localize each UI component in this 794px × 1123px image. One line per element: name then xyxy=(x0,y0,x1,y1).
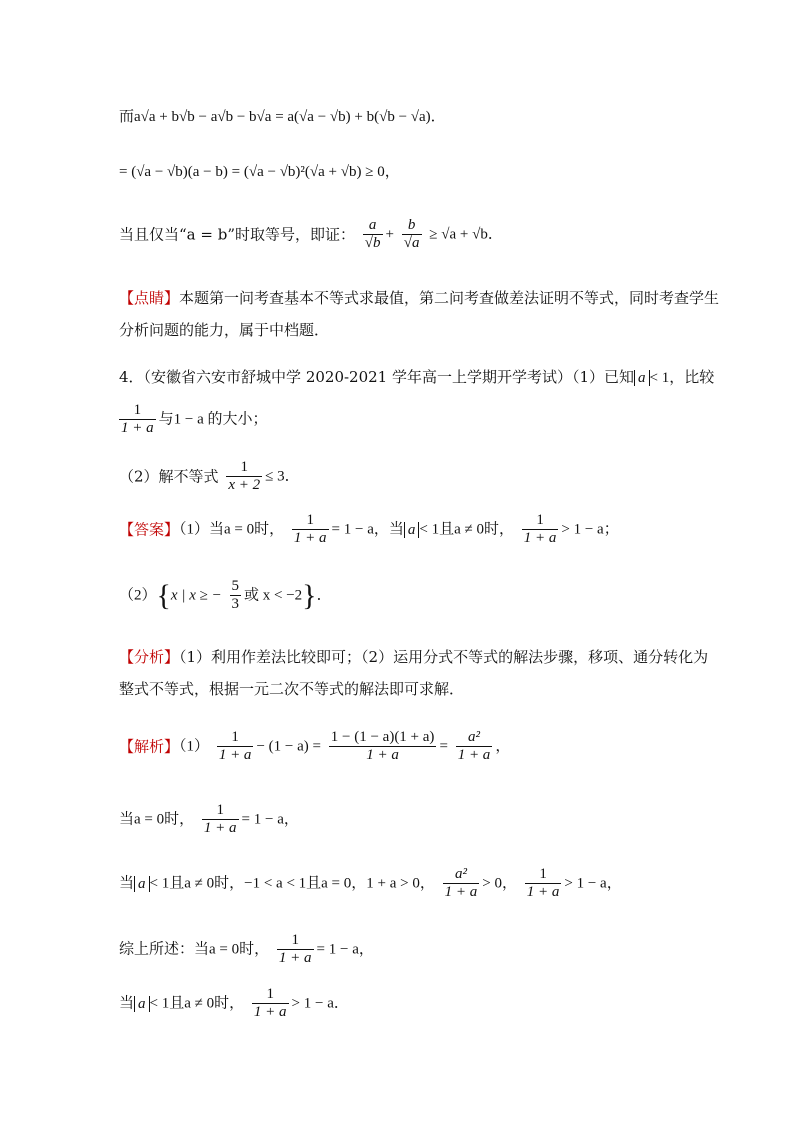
solution-line-1: 【解析】（1） $\frac{1}{1 + a}$ − (1 − a) = $\frac{1 - (1 - a)(1 + a)}{1 + a}$ = $\frac{\text{a²}}{1 + a}$ ， xyxy=(119,729,511,763)
answer-text-b: = 1 − a，当 xyxy=(331,521,404,538)
fraction-1-over-1-plus-a xyxy=(217,729,254,764)
comment-tag: 【点睛】 xyxy=(119,289,180,307)
solution-line-3 xyxy=(119,866,622,901)
frac-den: 1 + a xyxy=(293,530,327,546)
compare-text: 与1 − a 的大小； xyxy=(158,411,268,428)
solution-line-2-text: 当a = 0时， xyxy=(119,811,195,828)
answer-text-a: （1）当a = 0时， xyxy=(179,521,285,538)
question-4-compare xyxy=(119,402,268,437)
fraction-1-over-x-plus-2 xyxy=(226,459,262,494)
solution-line-3-b: < 1且a ≠ 0时，−1 < a < 1且a = 0，1 + a > 0， xyxy=(149,875,435,892)
proof-line-2 xyxy=(119,162,400,182)
frac-num: 5 xyxy=(231,578,239,594)
frac-den: 1 + a xyxy=(278,950,312,966)
frac-num: 1 xyxy=(226,459,262,477)
comment-block xyxy=(119,288,719,308)
fraction-1-over-1-plus-a xyxy=(277,932,314,967)
proof-equation-1: 而a√a + b√b − a√b − b√a = a(√a − √b) + b(√b − √a)． xyxy=(119,109,446,125)
frac-num: a xyxy=(363,217,383,235)
frac-den: 3 xyxy=(231,596,239,612)
solution-part-1: （1） xyxy=(179,738,210,755)
plus-sign: + xyxy=(385,226,394,243)
fraction-big xyxy=(329,729,437,764)
frac-num: 1 xyxy=(119,402,156,420)
frac-den: 1 + a xyxy=(457,747,491,763)
frac-num: 1 xyxy=(522,512,559,530)
frac-num: 1 xyxy=(292,512,329,530)
frac-den: 1 + a xyxy=(444,884,478,900)
fraction-a-sq-over-1-plus-a xyxy=(443,866,480,901)
answer-line-1 xyxy=(119,512,619,547)
answer-tag: 【答案】 xyxy=(119,520,180,539)
frac-den: 1 + a xyxy=(121,420,154,436)
frac-num: a² xyxy=(443,866,480,884)
analysis-block-line-2 xyxy=(119,679,464,699)
left-brace: { xyxy=(156,578,171,612)
frac-den: 1 + a xyxy=(253,1004,287,1020)
solution-minus: − (1 − a) = xyxy=(256,738,321,755)
sqrt-content: a xyxy=(412,235,420,251)
solution-tag: 【解析】 xyxy=(119,737,180,756)
right-brace: } xyxy=(302,578,317,612)
analysis-tag: 【分析】 xyxy=(119,648,180,666)
frac-num: b xyxy=(402,217,422,235)
solution-line-3-a: 当 xyxy=(119,875,135,892)
frac-den: 1 + a xyxy=(218,747,252,763)
answer-2-label: （2） xyxy=(119,587,157,604)
fraction-5-over-3 xyxy=(230,578,242,613)
period: ． xyxy=(316,587,332,604)
part-2-tail: ≤ 3． xyxy=(265,468,300,485)
answer-line-2 xyxy=(119,578,332,613)
frac-den: 1 + a xyxy=(366,747,399,763)
fraction-a-sq-over-1-plus-a xyxy=(456,729,493,764)
conclusion-text: 当且仅当“a = b”时取等号，即证： xyxy=(119,225,355,244)
sqrt-content: b xyxy=(373,235,381,251)
fraction-b-over-sqrt-a xyxy=(402,217,422,252)
question-4-condition: < 1，比较 xyxy=(649,370,715,386)
question-4-text: 4．（安徽省六安市舒城中学 2020-2021 学年高一上学期开学考试）（1）已知 xyxy=(119,368,635,386)
part-2-text: （2）解不等式 xyxy=(119,467,219,486)
set-text-b: 或 x < −2 xyxy=(244,587,303,604)
fraction-1-over-1-plus-a xyxy=(119,402,156,437)
conclusion-tail: ≥ √a + √b． xyxy=(429,226,503,243)
proof-equation-2: = (√a − √b)(a − b) = (√a − √b)²(√a + √b) ≥ 0， xyxy=(119,164,400,180)
frac-num: a² xyxy=(456,729,493,747)
question-4-title xyxy=(119,367,714,388)
analysis-block xyxy=(119,647,708,667)
fraction-1-over-1-plus-a xyxy=(522,512,559,547)
comma: ， xyxy=(495,738,511,755)
abs-a: a xyxy=(404,522,420,538)
analysis-text-2: 整式不等式，根据一元二次不等式的解法即可求解． xyxy=(119,680,465,698)
frac-num: 1 − (1 − a)(1 + a) xyxy=(330,729,435,745)
final-text-c: > 1 − a． xyxy=(291,995,349,1012)
comment-text: 本题第一问考查基本不等式求最值，第二问考查做差法证明不等式，同时考查学生 xyxy=(179,289,720,307)
frac-den: 1 + a xyxy=(526,884,560,900)
comment-block-line-2 xyxy=(119,320,329,340)
summary-tail: = 1 − a， xyxy=(316,941,374,958)
frac-num: 1 xyxy=(217,729,254,747)
summary-line xyxy=(119,932,374,967)
final-line xyxy=(119,986,349,1021)
proof-line-1 xyxy=(119,107,446,127)
fraction-1-over-1-plus-a xyxy=(202,802,239,837)
frac-den: √a xyxy=(403,235,420,251)
frac-den: 1 + a xyxy=(203,820,237,836)
frac-den: 1 + a xyxy=(523,530,557,546)
solution-line-3-c: > 0， xyxy=(482,875,517,892)
frac-num: 1 xyxy=(277,932,314,950)
summary-text: 综上所述：当a = 0时， xyxy=(119,941,270,958)
comment-text-2: 分析问题的能力，属于中档题． xyxy=(119,321,330,339)
frac-num: 1 xyxy=(525,866,562,884)
frac-num: 1 xyxy=(252,986,289,1004)
answer-text-d: > 1 − a； xyxy=(561,521,619,538)
set-text-a: x | x ≥ − xyxy=(170,587,222,604)
question-4-part-2 xyxy=(119,459,300,494)
final-text-b: < 1且a ≠ 0时， xyxy=(149,995,245,1012)
solution-line-2 xyxy=(119,802,299,837)
abs-a: a xyxy=(634,370,650,386)
analysis-text: （1）利用作差法比较即可；（2）运用分式不等式的解法步骤，移项、通分转化为 xyxy=(179,648,709,666)
proof-conclusion xyxy=(119,217,503,252)
fraction-a-over-sqrt-b xyxy=(363,217,383,252)
abs-a: a xyxy=(134,876,150,892)
frac-den: x + 2 xyxy=(228,477,261,493)
answer-text-c: < 1且a ≠ 0时， xyxy=(419,521,514,538)
fraction-1-over-1-plus-a xyxy=(252,986,289,1021)
frac-den: √b xyxy=(364,235,381,251)
fraction-1-over-1-plus-a xyxy=(525,866,562,901)
solution-line-3-d: > 1 − a， xyxy=(564,875,622,892)
frac-num: 1 xyxy=(202,802,239,820)
abs-a: a xyxy=(134,996,150,1012)
final-text-a: 当 xyxy=(119,995,135,1012)
solution-line-2-tail: = 1 − a， xyxy=(241,811,299,828)
fraction-1-over-1-plus-a xyxy=(292,512,329,547)
